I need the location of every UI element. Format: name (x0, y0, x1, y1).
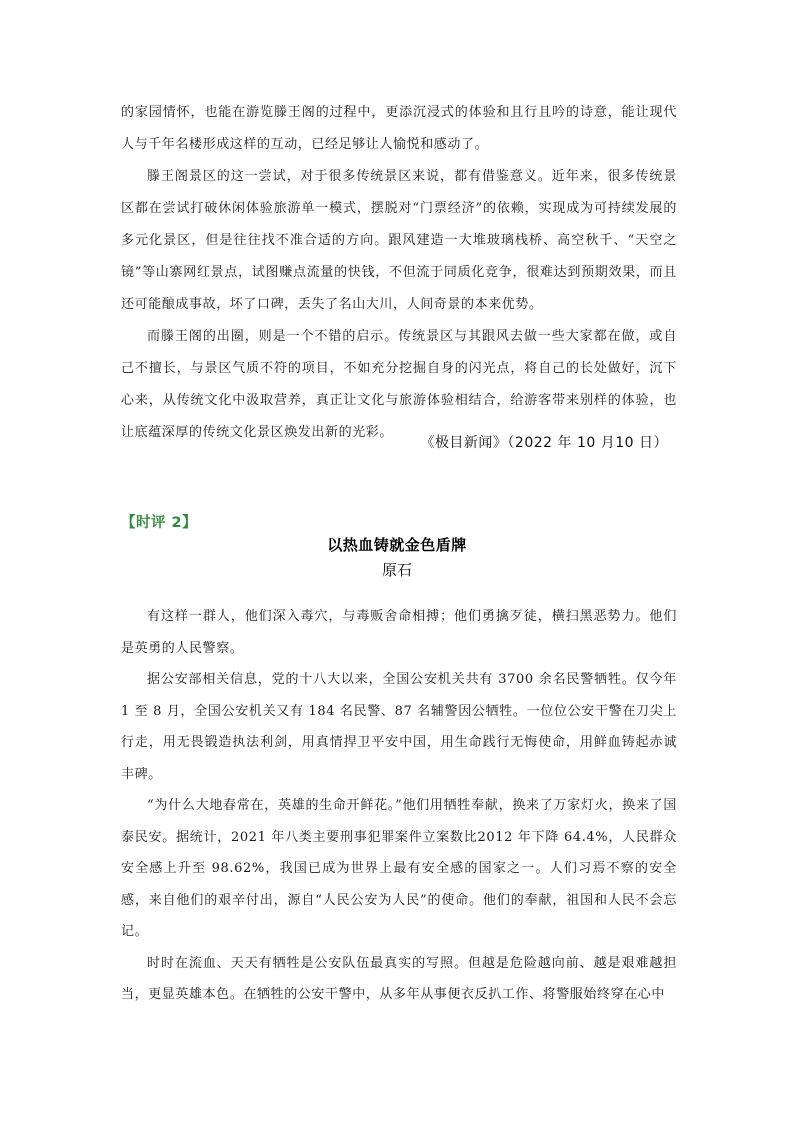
article-2-paragraph: 时时在流血、天天有牺牲是公安队伍最真实的写照。但越是危险越向前、越是艰难越担当，更显英雄本色。在牺牲的公安干警中，从多年从事便衣反扒工作、将警服始终穿在心中 (121, 955, 677, 1002)
article-2-paragraph: 据公安部相关信息，党的十八大以来，全国公安机关共有 3700 余名民警牺牲。仅今年 1 至 8 月，全国公安机关又有 184 名民警、87 名辅警因公牺牲。一位位公安干警在刀尖上行走，用无畏锻造执法利剑，用真情捍卫平安中国，用生命践行无悔使命，用鲜血铸起赤诚丰碑。 (121, 672, 677, 782)
article-1-paragraph: 的家园情怀，也能在游览滕王阁的过程中，更添沉浸式的体验和且行且吟的诗意，能让现代人与千年名楼形成这样的互动，已经足够让人愉悦和感动了。 (121, 105, 677, 152)
section-label: 【时评 2】 (121, 515, 198, 531)
article-2-body (121, 601, 677, 1011)
article-1-source: 《极目新闻》（2022 年 10 月10 日） (420, 435, 668, 451)
article-1-body (121, 97, 677, 449)
article-2-author: 原石 (381, 561, 412, 579)
article-2-paragraph: “为什么大地春常在，英雄的生命开鲜花。”他们用牺牲奉献，换来了万家灯火，换来了国泰民安。据统计，2021 年八类主要刑事犯罪案件立案数比2012 年下降 64.4%，人民群众安全感上升至 98.62%，我国已成为世界上最有安全感的国家之一。人们习焉不察的安全感，来自他们的艰辛付出，源自“人民公安为人民”的使命。他们的奉献，祖国和人民不会忘记。 (121, 798, 677, 939)
article-2-title: 以热血铸就金色盾牌 (327, 536, 467, 554)
article-1-paragraph: 而滕王阁的出圈，则是一个不错的启示。传统景区与其跟风去做一些大家都在做，或自己不擅长，与景区气质不符的项目，不如充分挖掘自身的闪光点，将自己的长处做好，沉下心来，从传统文化中汲取营养，真正让文化与旅游体验相结合，给游客带来别样的体验，也让底蕴深厚的传统文化景区焕发出新的光彩。 (121, 329, 677, 440)
article-2-paragraph: 有这样一群人，他们深入毒穴，与毒贩舍命相搏；他们勇擒歹徒，横扫黑恶势力。他们是英勇的人民警察。 (121, 609, 677, 656)
article-1-paragraph: 滕王阁景区的这一尝试，对于很多传统景区来说，都有借鉴意义。近年来，很多传统景区都在尝试打破休闲体验旅游单一模式，摆脱对“门票经济”的依赖，实现成为可持续发展的多元化景区，但是往往找不准合适的方向。跟风建造一大堆玻璃栈桥、高空秋千、“天空之镜”等山寨网红景点，试图赚点流量的快钱，不但流于同质化竞争，很难达到预期效果，而且还可能酿成事故，坏了口碑，丢失了名山大川，人间奇景的本来优势。 (121, 169, 677, 312)
